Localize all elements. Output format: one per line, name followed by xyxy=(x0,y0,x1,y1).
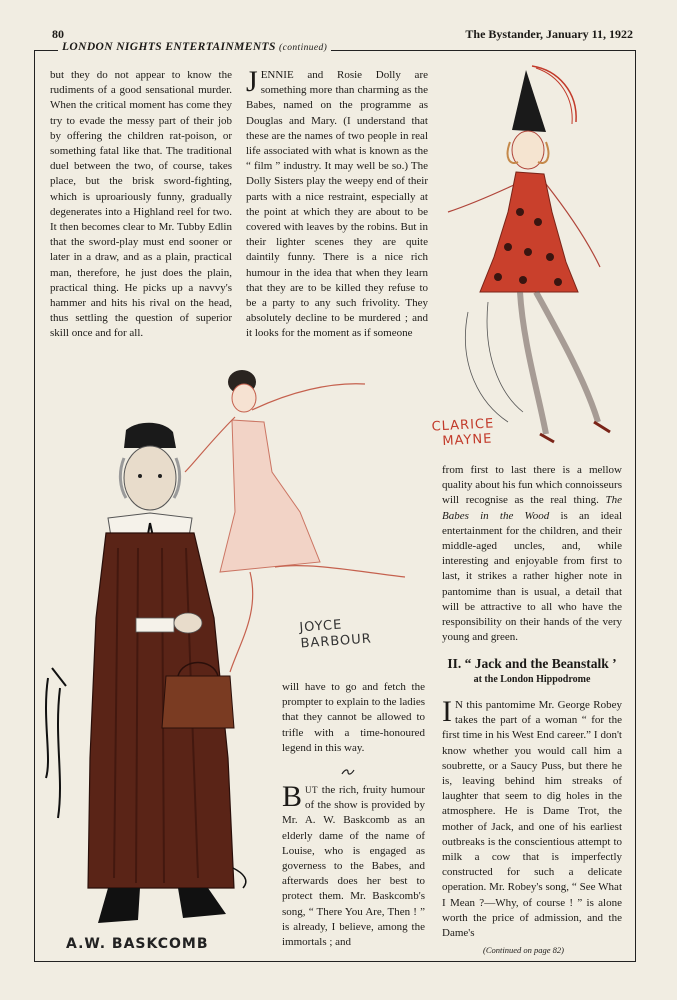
running-title-continued: (continued) xyxy=(279,43,328,53)
section-flourish xyxy=(341,768,355,776)
caption-joyce-line2: BARBOUR xyxy=(300,631,373,652)
column-1 xyxy=(50,68,232,342)
section-2-title: II. “ Jack and the Beanstalk ’ xyxy=(447,656,617,671)
caption-baskcomb: A.W. BASKCOMB xyxy=(66,936,209,952)
column-5-small-caps: UT xyxy=(305,785,319,795)
column-6-text: N this pantomime Mr. George Robey takes the part of a woman “ for the first time in his West End career.” I don't know whether you would call him a soubrette, or a Saucy Puss, but there he is, leaving behind him streaks of laughter that seem to dig holes in the atmosphere. He is Dame Trot, the mother of Jack, and one of his earliest outbreaks is the conscientious attempt to milk a cow that is imperfectly constructed for such a delicate operation. Mr. Robey's song, “ See What I Mean ?—Why, of course ! ” is alone worth the price of admission, and the Dame's xyxy=(442,699,622,940)
column-5-paragraph xyxy=(282,780,426,950)
column-6 xyxy=(442,695,622,941)
column-3-paragraph xyxy=(442,463,622,645)
column-3 xyxy=(442,463,622,645)
section-2-subtitle: at the London Hippodrome xyxy=(473,674,591,685)
baskcomb-illustration xyxy=(38,418,263,938)
clarice-mayne-illustration xyxy=(428,62,628,457)
column-3-italic-title: The Babes in the Wood xyxy=(442,494,622,522)
running-title-text: LONDON NIGHTS ENTERTAINMENTS xyxy=(62,41,276,53)
caption-joyce-barbour xyxy=(299,616,372,653)
publication-line: The Bystander, January 11, 1922 xyxy=(465,27,633,41)
page-number: 80 xyxy=(52,27,64,41)
running-title xyxy=(58,41,331,53)
drop-cap-b: B xyxy=(282,780,303,813)
column-6-paragraph xyxy=(442,695,622,941)
column-1-text: but they do not appear to know the rudiments of a good sensational murder. When the critical moment has come they try to evade the messy part of their job by offering the children rat-poison, or something fatal like that. The traditional duel between the two, of course, takes place, but the brisk sword-fighting, which is uproariously funny, gradually degenerates into a Highland reel for two. It then becomes clear to Mr. Tubby Edlin that the sword-play must end sooner or later in a draw, and as a plain, practical man, therefore, he just does the plain, practical thing. He picks up a navvy's hammer and hits his rival on the head, thus settling the question of superior skill once and for all. xyxy=(50,69,232,340)
caption-clarice-mayne xyxy=(431,416,495,449)
drop-cap-i: I xyxy=(442,695,452,728)
section-2-heading xyxy=(442,656,622,685)
column-3-text-before: from first to last there is a mellow quality about his fun which connoisseurs will recognise as the real thing. xyxy=(442,464,622,507)
column-5 xyxy=(282,780,426,950)
continued-note: (Continued on page 82) xyxy=(483,945,564,955)
column-5-text: the rich, fruity humour of the show is provided by Mr. A. W. Baskcomb as an elderly dame of the name of Louise, who is engaged as governess to the Babes, and afterwards does her best to protect them. Mr. Baskcomb's song, “ There You Are, Then ! ” is already, I believe, among the immortals ; and xyxy=(282,784,426,949)
caption-joyce-line1: JOYCE xyxy=(298,617,343,636)
column-4-text: will have to go and fetch the prompter to explain to the ladies that they cannot be allowed to trifle with a time-honoured legend in this way. xyxy=(282,681,425,754)
caption-clarice-line2: MAYNE xyxy=(442,431,493,450)
column-2-paragraph xyxy=(246,65,428,342)
column-2 xyxy=(246,65,428,342)
column-4 xyxy=(282,680,425,756)
drop-cap-j: J xyxy=(246,65,258,98)
caption-clarice-line1: CLARICE xyxy=(431,416,495,435)
column-2-text: ENNIE and Rosie Dolly are something more than charming as the Babes, named on the programme as Douglas and Mary. (I understand that these are the names of two people in real life associated with what is known as the “ film ” industry. It may well be so.) The Dolly Sisters play the weepy end of their parts with a nice restraint, especially at the point at which they are about to be covered with leaves by the robins. But in their lighter scenes they are quite daintily funny. There is a nice rich humour in the idea that when they learn that they are to be killed they refuse to be a party to any such frivolity. They absolutely decline to be murdered ; and it looks for the moment as if someone xyxy=(246,69,428,340)
column-3-text-after: is an ideal entertainment for the children, and their middle-aged uncles, and, while interesting and enjoyable from first to last, it strikes a rather higher note in pantomime than is usual, a detail that will be attractive to all who have the responsibility on their hands of the very young and green. xyxy=(442,509,623,644)
